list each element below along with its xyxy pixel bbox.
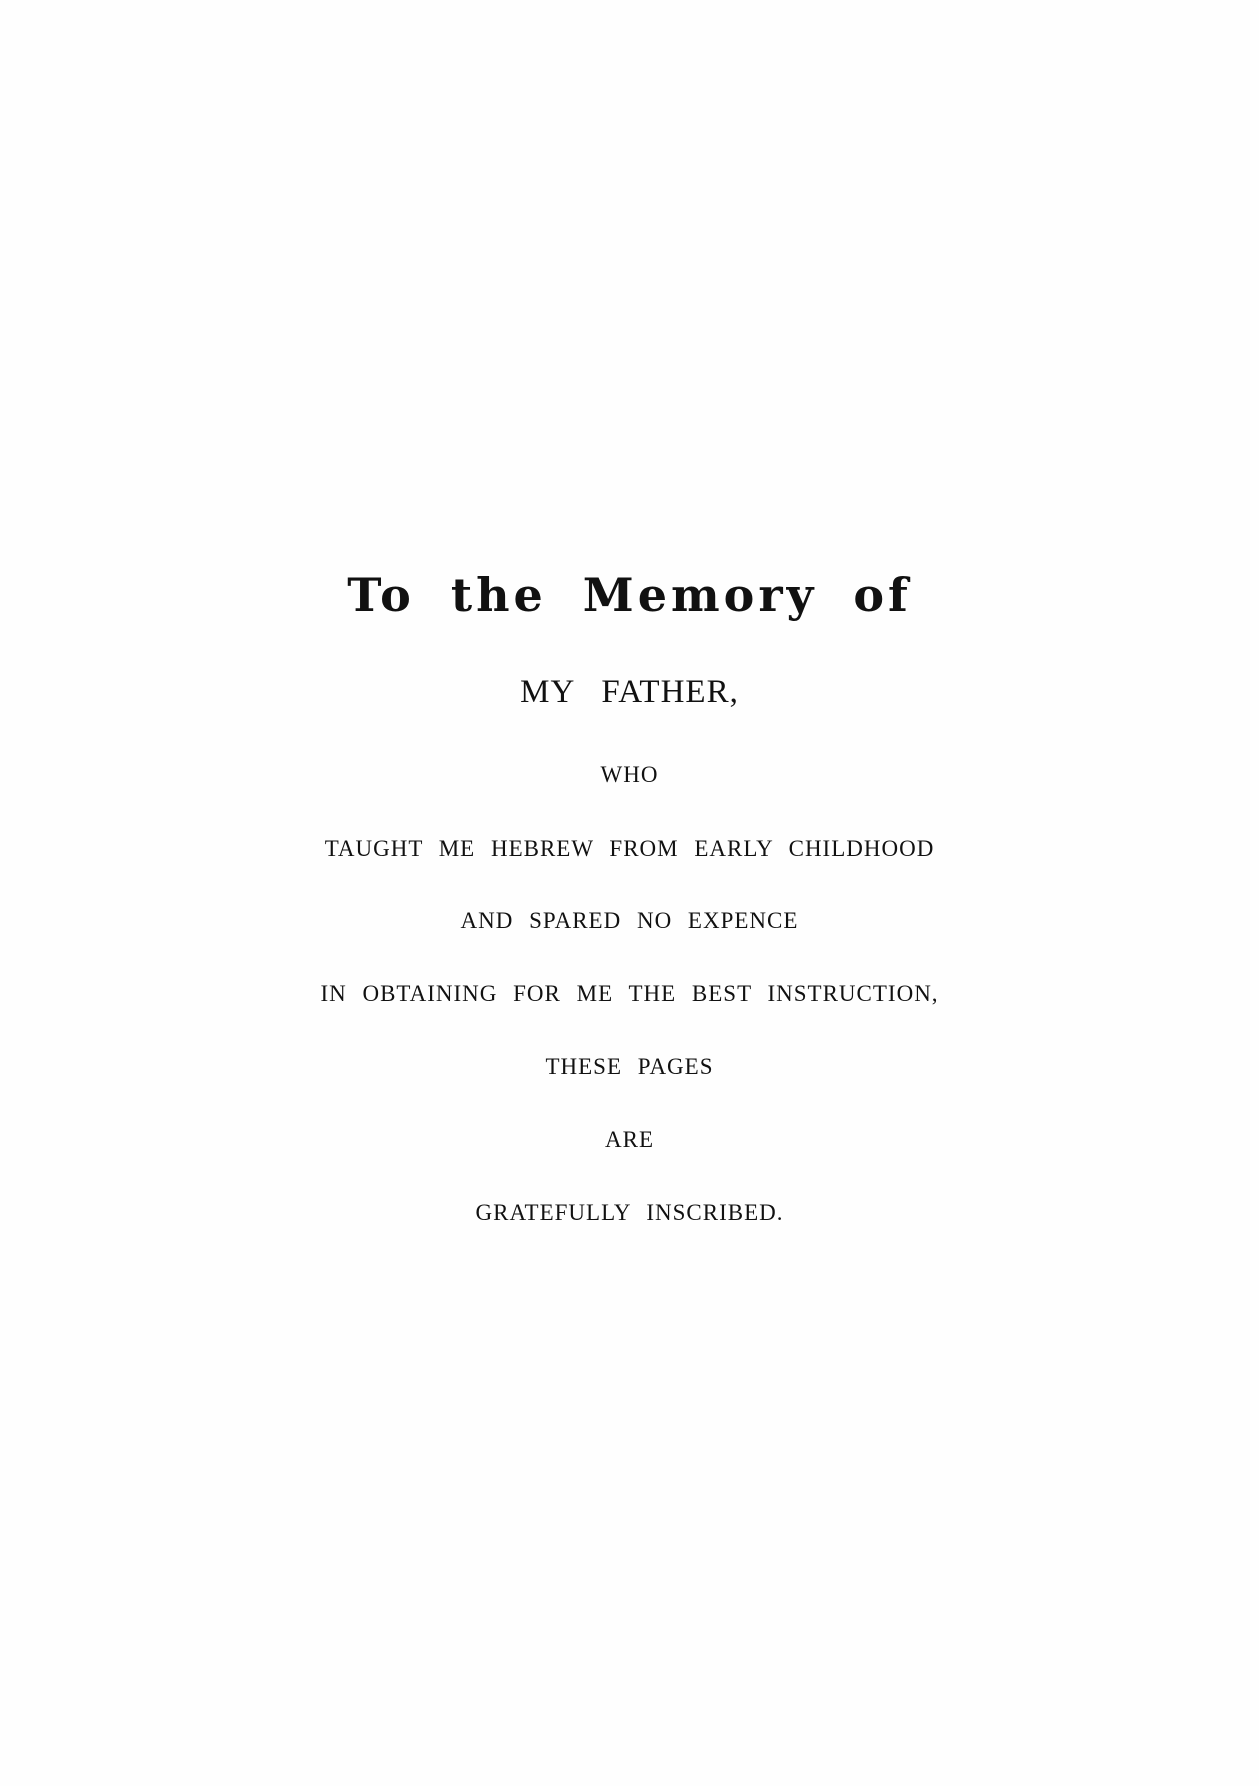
dedication-line-spared: AND SPARED NO EXPENCE [460,908,799,933]
dedication-heading: To the Memory of [347,568,912,622]
dedication-line-taught: TAUGHT ME HEBREW FROM EARLY CHILDHOOD [324,836,935,861]
dedication-line-these-pages: THESE PAGES [545,1054,714,1079]
dedication-line-inscribed: GRATEFULLY INSCRIBED. [475,1200,784,1225]
dedication-line-father: MY FATHER, [520,674,739,710]
dedication-line-obtaining: IN OBTAINING FOR ME THE BEST INSTRUCTION, [320,981,939,1006]
dedication-line-who: WHO [600,762,659,787]
dedication-line-are: ARE [605,1127,654,1152]
